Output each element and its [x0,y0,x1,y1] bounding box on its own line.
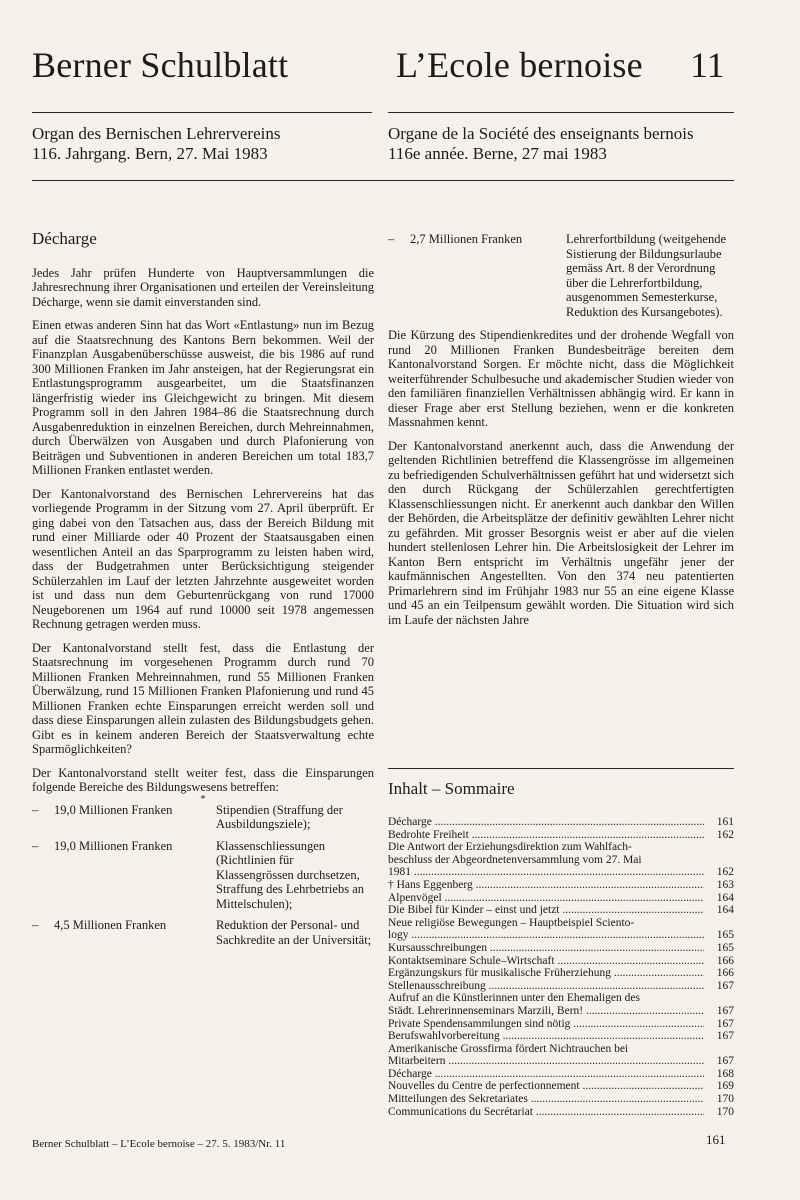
subhead-fr [388,124,694,164]
contents-top-rule [388,768,734,769]
contents-entry[interactable]: Kontaktseminare Schule–Wirtschaft ..... 166 [388,955,734,968]
article-paragraph-7: Der Kantonalvorstand anerkennt auch, dass die Anwendung der geltenden Richtlinien betreffend die Klassengrösse im allgemeinen zu befriedigenden Schulverhältnissen geführt hat und widersetzt sich den durch Rückgang der Schülerzahlen gerechtfertigten Klassenschliessungen nicht. Er anerkennt auch dankbar den Willen der Behörden, die Arbeitsplätze der definitiv gewählten Lehrer nicht zu gefährden. Mit grosser Besorgnis weist er aber auf die vielen hundert stellenlosen Lehrer hin. Die Arbeitslosigkeit der Lehrer im Kanton Bern entspricht im Verhältnis ungefähr jener der kaufmännischen Angestellten. Von den 374 neu patentierten Primarlehrern sind im Frühjahr 1983 nur 55 an eine eigene Klasse und 45 an ein Teilpensum gewählt worden. Die Situation wird sich im Laufe der nächsten Jahre [388,438,734,627]
savings-amount: 4,5 Millionen Franken [54,918,167,932]
savings-description: Klassenschliessungen (Richtlinien für Klassengrössen durchsetzen, Straffung des Lehrbetriebs an Mittelschulen); [216,838,364,911]
article-paragraph-2: Einen etwas anderen Sinn hat das Wort «Entlastung» nun im Bezug auf die Staatsrechnung des Kantons Bern bekommen. Weil der Finanzplan Ausgabenüberschüsse ausweist, die bis 1986 auf rund 300 Millionen Franken im Jahr ansteigen, hat der Regierungsrat ein Entlastungsprogramm ausgearbeitet, um die Staatsfinanzen längerfristig wieder ins Gleichgewicht zu bringen. Mit diesem Programm soll in den Jahren 1984–86 die Staatsrechnung durch Ausgabenreduktion in einzelnen Bereichen, durch Mehreinnahmen, durch Überwälzen von Ausgaben und durch Plafonierung von Beiträgen und Subventionen in anderen Bereichen um total 183,7 Millionen Franken entlastet werden. [32,318,374,477]
savings-amount: 2,7 Millionen Franken [410,232,523,246]
contents-entry[interactable]: Kursausschreibungen ..... 165 [388,942,734,955]
contents-entry[interactable]: † Hans Eggenberg ..... 163 [388,879,734,892]
contents-entry[interactable]: Bedrohte Freiheit ..... 162 [388,829,734,842]
savings-item: – 4,5 Millionen Franken Reduktion der Personal- und Sachkredite an der Universität; [32,918,374,947]
savings-item: – 19,0 Millionen Franken Stipendien (Straffung der Ausbildungsziele); [32,803,374,832]
page-number: 161 [706,1132,726,1147]
contents-entry[interactable]: Nouvelles du Centre de perfectionnement ..... 169 [388,1080,734,1093]
footer-citation: Berner Schulblatt – L’Ecole bernoise – 27. 5. 1983/Nr. 11 [32,1138,286,1150]
contents-entry[interactable]: Berufswahlvorbereitung ..... 167 [388,1030,734,1043]
article-paragraph-4: Der Kantonalvorstand stellt fest, dass die Entlastung der Staatsrechnung im vorgesehenen Programm durch rund 70 Millionen Franken Mehreinnahmen, rund 55 Millionen Franken Überwälzung, rund 15 Millionen Franken Plafonierung und rund 45 Millionen Franken echte Einsparungen erreicht werden soll und dass diese Einsparungen allein zulasten des Bildungsbudgets gehen. Gibt es in keinem anderen Bereich der Staatsverwaltung echte Sparmöglichkeiten? [32,640,374,756]
masthead-rule-right [388,112,734,113]
contents-entry[interactable]: Die Antwort der Erziehungsdirektion zum Wahlfach- beschluss der Abgeordnetenversammlung vom 27. Mai 1981 ..... 162 [388,841,734,879]
contents-entry[interactable]: Stellenausschreibung ..... 167 [388,980,734,993]
contents-list [388,816,734,1118]
article-paragraph-3: Der Kantonalvorstand des Bernischen Lehrervereins hat das vorliegende Programm in der Sitzung vom 27. April überprüft. Er ging dabei von den Tatsachen aus, dass der Bereich Bildung mit rund einer Milliarde oder 40 Prozent der Staatsausgaben einen wesentlichen Anteil an das Sparprogramm zu leisten haben wird, dass der Budgetrahmen unter Berücksichtigung steigender Schülerzahlen im Lauf der letzten Jahrzehnte ausgeweitet worden ist und dass nun dem Geburtenrückgang von rund 17000 Neugeborenen um 1964 auf rund 10000 seit 1978 angemessen Rechnung getragen werden muss. [32,486,374,631]
contents-entry[interactable]: Aufruf an die Künstlerinnen unter den Ehemaligen des Städt. Lehrerinnenseminars Marzili, Bern! ..... 167 [388,992,734,1017]
savings-item: – 2,7 Millionen Franken Lehrerfortbildung (weitgehende Sistierung der Bildungsurlaube gemäss Art. 8 der Verordnung über die Lehrerfortbildung, ausgenommen Semesterkurse, Reduktion des Kursangebotes). [388,232,734,319]
article-column-left [32,229,374,954]
subhead-fr-line1: Organe de la Société des enseignants bernois [388,124,694,143]
contents-entry[interactable]: Mitteilungen des Sekretariates ..... 170 [388,1093,734,1106]
header-bottom-rule [32,180,734,181]
contents-entry[interactable]: Amerikanische Grossfirma fördert Nichtrauchen bei Mitarbeitern ..... 167 [388,1043,734,1068]
article-column-right [388,232,734,636]
contents-entry[interactable]: Private Spendensammlungen sind nötig ..... 167 [388,1018,734,1031]
article-heading: Décharge [32,229,97,248]
contents-heading: Inhalt – Sommaire [388,779,515,798]
article-paragraph-1: Jedes Jahr prüfen Hunderte von Hauptversammlungen die Jahresrechnung ihrer Organisationen und erteilen der Vereinsleitung Décharge, wenn sie damit einverstanden sind. [32,265,374,309]
table-of-contents [388,768,734,1118]
contents-entry[interactable]: Neue religiöse Bewegungen – Hauptbeispiel Sciento- logy ..... 165 [388,917,734,942]
article-paragraph-6: Die Kürzung des Stipendienkredites und der drohende Wegfall von rund 20 Millionen Franken Bundesbeiträge bereiten dem Kantonalvorstand Sorgen. Er möchte nicht, dass die Möglichkeit weiterführender Schulbesuche und akademischer Studien wieder von den familiären finanziellen Verhältnissen abhängig wird. Er kann in dieser Frage aber erst Stellung beziehen, wenn er die konkreten Massnahmen kennt. [388,328,734,429]
contents-entry[interactable]: Ergänzungskurs für musikalische Früherziehung ..... 166 [388,967,734,980]
savings-description: Reduktion der Personal- und Sachkredite an der Universität; [216,918,372,947]
savings-description: Stipendien (Straffung der Ausbildungsziele); [216,802,343,831]
contents-entry[interactable]: Décharge ..... 161 [388,816,734,829]
masthead-title-de: Berner Schulblatt [32,45,289,85]
subhead-fr-line2: 116e année. Berne, 27 mai 1983 [388,144,607,163]
masthead-title-fr: L’Ecole bernoise [396,45,643,85]
savings-amount: 19,0 Millionen Franken [54,838,173,853]
savings-description: Lehrerfortbildung (weitgehende Sistierung der Bildungsurlaube gemäss Art. 8 der Verordnung über die Lehrerfortbildung, ausgenommen Semesterkurse, Reduktion des Kursangebotes). [566,232,727,319]
savings-amount: 19,0 Millionen Franken [54,802,173,817]
subhead-de [32,124,280,164]
subhead-de-line1: Organ des Bernischen Lehrervereins [32,124,281,143]
contents-entry[interactable]: Alpenvögel ..... 164 [388,892,734,905]
subhead-de-line2: 116. Jahrgang. Bern, 27. Mai 1983 [32,144,268,163]
contents-entry[interactable]: Communications du Secrétariat ..... 170 [388,1106,734,1119]
issue-number: 11 [690,45,725,85]
contents-entry[interactable]: Décharge ..... 168 [388,1068,734,1081]
article-paragraph-5: Der Kantonalvorstand stellt weiter fest, dass die Einsparungen folgende Bereiche des Bildungswesens betreffen: [32,765,374,794]
masthead-rule-left [32,112,372,113]
asterisk-mark: * [200,793,206,805]
savings-item: – 19,0 Millionen Franken Klassenschliessungen (Richtlinien für Klassengrössen durchsetzen, Straffung des Lehrbetriebs an Mittelschulen); [32,839,374,912]
contents-entry[interactable]: Die Bibel für Kinder – einst und jetzt ..... 164 [388,904,734,917]
